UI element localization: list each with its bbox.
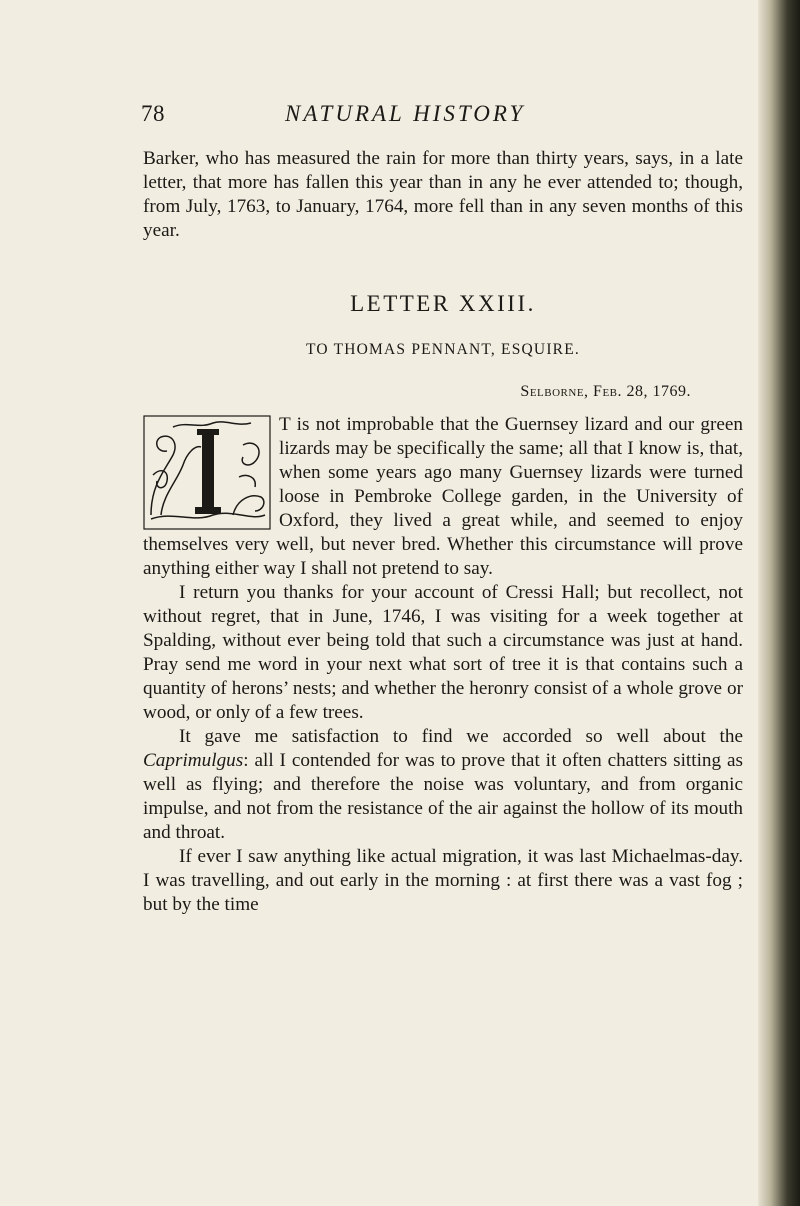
species-name-italic: Caprimulgus <box>143 750 244 771</box>
book-page <box>143 97 743 917</box>
paragraph-3-text-start: It gave me satisfaction to find we accorded so well about the <box>179 726 743 747</box>
letter-paragraph-1: T is not improbable that the Guernsey lizard and our green lizards may be specifically the same; all that I know is, that, when some years ago many Guernsey lizards were turned loose in Pembroke College garden, in the University of Oxford, they lived a great while, and seemed to enjoy themselves very well, but never bred. Whether this circumstance will prove anything either way I shall not pretend to say. <box>143 414 743 579</box>
letter-dateline: Selborne, Feb. 28, 1769. <box>520 383 691 400</box>
paragraph-3-text-end: : all I contended for was to prove that it often chatters sitting as well as flying; and therefore the noise was voluntary, and from organic impulse, and not from the resistance of the air against the hollow of its mouth and throat. <box>143 750 743 843</box>
carryover-paragraph: Barker, who has measured the rain for more than thirty years, says, in a late letter, that more has fallen this year than in any he ever attended to; though, from July, 1763, to January, 1764, more fell than in any seven months of this year. <box>143 148 743 241</box>
letter-paragraph-3 <box>143 725 743 845</box>
letter-paragraph-4: If ever I saw anything like actual migration, it was last Michaelmas-day. I was travelling, and out early in the morning : at first there was a vast fog ; but by the time <box>143 846 743 915</box>
letter-recipient: TO THOMAS PENNANT, ESQUIRE. <box>306 341 580 358</box>
letter-paragraph-2: I return you thanks for your account of Cressi Hall; but recollect, not without regret, that in June, 1746, I was visiting for a week together at Spalding, without ever being told that such a circumstance was just at hand. Pray send me word in your next what sort of tree it is that contains such a quantity of herons’ nests; and whether the heronry consist of a whole grove or wood, or only of a few trees. <box>143 582 743 723</box>
running-head <box>143 97 743 131</box>
page-number: 78 <box>141 101 165 126</box>
letter-heading: LETTER XXIII. <box>350 291 536 316</box>
running-title: NATURAL HISTORY <box>285 101 526 126</box>
ornamental-drop-cap-icon <box>143 415 271 530</box>
book-spine-shadow <box>758 0 800 1206</box>
